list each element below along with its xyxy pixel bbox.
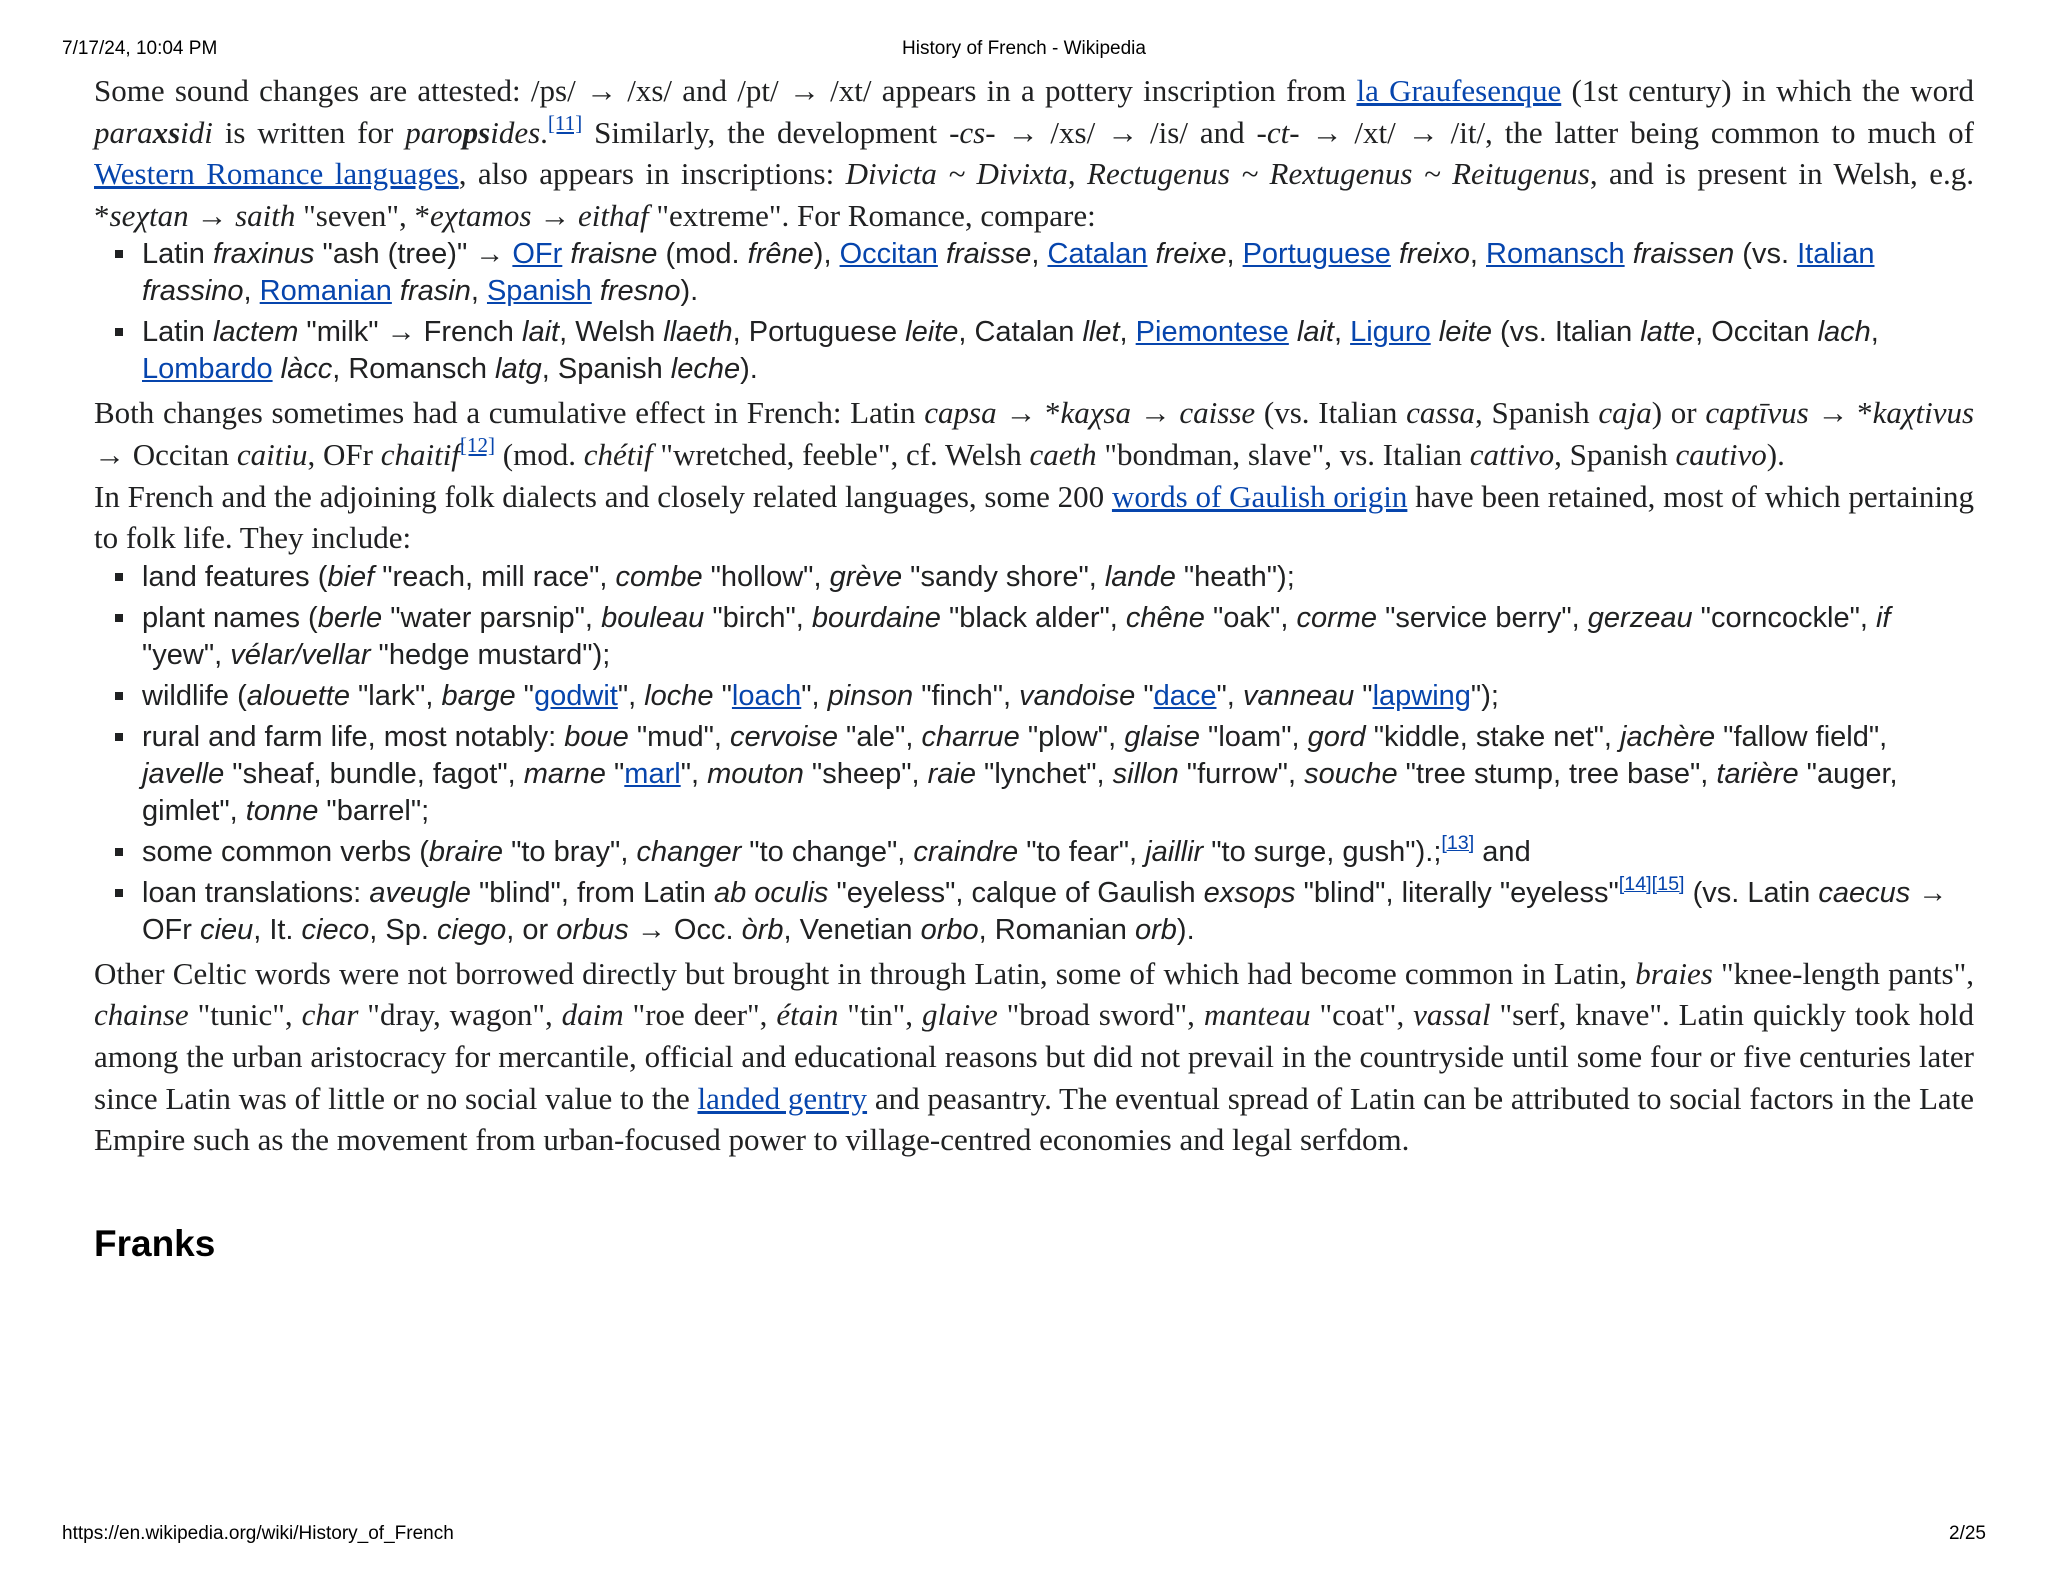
text: (1st century) in which the word xyxy=(1561,73,1974,108)
list-item-loan-translations: loan translations: aveugle "blind", from Latin ab oculis "eyeless", calque of Gaulish exsops "blind", literally "eyeless"[14][15] (vs. Latin caecus → OFr cieu, It. cieco, Sp. ciego, or orbus → Occ. òrb, Venetian orbo, Romanian orb). xyxy=(142,875,1974,949)
list-gaulish-categories xyxy=(94,559,1974,949)
print-page-number: 2/25 xyxy=(1949,1523,1986,1544)
text: → /xs/ → /is/ and xyxy=(995,114,1257,150)
text: → xyxy=(531,197,578,233)
link-lombardo[interactable]: Lombardo xyxy=(142,353,273,386)
term: Rectugenus ~ Rextugenus ~ Reitugenus xyxy=(1087,156,1590,192)
ref-13[interactable]: [13] xyxy=(1441,831,1475,854)
link-romanian[interactable]: Romanian xyxy=(259,275,392,308)
link-occitan[interactable]: Occitan xyxy=(839,238,938,271)
link-portuguese[interactable]: Portuguese xyxy=(1242,238,1391,271)
link-western-romance-languages[interactable]: Western Romance languages xyxy=(94,156,459,192)
list-item-common-verbs: some common verbs (braire "to bray", changer "to change", craindre "to fear", jaillir "to surge, gush").;[13] and xyxy=(142,834,1974,871)
list-item-lactem: Latin lactem "milk" → French lait, Welsh llaeth, Portuguese leite, Catalan llet, Piemontese lait, Liguro leite (vs. Italian latte, Occitan lach, Lombardo làcc, Romansch latg, Spanish leche). xyxy=(142,314,1974,388)
list-item-fraxinus: Latin fraxinus "ash (tree)" → OFr fraisne (mod. frêne), Occitan fraisse, Catalan freixe, Portuguese freixo, Romansch fraissen (vs. Italian frassino, Romanian frasin, Spanish fresno). xyxy=(142,236,1974,310)
text: → /xt/ → /it/, the latter being common to much of xyxy=(1299,114,1974,150)
link-lapwing[interactable]: lapwing xyxy=(1372,679,1471,712)
text: , xyxy=(1067,156,1088,192)
link-godwit[interactable]: godwit xyxy=(533,679,618,712)
link-ofr[interactable]: OFr xyxy=(512,238,563,271)
link-dace[interactable]: dace xyxy=(1153,679,1217,712)
text: , and is present in Welsh, e.g. * xyxy=(94,156,1974,233)
term: saith xyxy=(235,197,296,233)
print-datetime: 7/17/24, 10:04 PM xyxy=(62,38,218,59)
article-content xyxy=(94,70,1974,1265)
text: "extreme". For Romance, compare: xyxy=(648,197,1096,233)
list-item-wildlife: wildlife (alouette "lark", barge "godwit", loche "loach", pinson "finch", vandoise "dace", vanneau "lapwing"); xyxy=(142,678,1974,715)
link-liguro[interactable]: Liguro xyxy=(1350,316,1431,349)
text: "seven", * xyxy=(295,197,431,233)
term: -cs- xyxy=(949,114,996,150)
link-catalan[interactable]: Catalan xyxy=(1047,238,1148,271)
term: seχtan xyxy=(109,197,189,233)
paragraph-cumulative-effect: Both changes sometimes had a cumulative effect in French: Latin capsa → *kaχsa → caisse (vs. Italian cassa, Spanish caja) or captīvus → *kaχtivus → Occitan caitiu, OFr chaitif[12] (mod. chétif "wretched, feeble", cf. Welsh caeth "bondman, slave", vs. Italian cattivo, Spanish cautivo). xyxy=(94,395,1975,472)
section-heading-franks: Franks xyxy=(94,1222,216,1264)
ref-14[interactable]: [14] xyxy=(1618,872,1652,895)
link-la-graufesenque[interactable]: la Graufesenque xyxy=(1356,73,1562,108)
list-item-land-features: land features (bief "reach, mill race", combe "hollow", grève "sandy shore", lande "heath"); xyxy=(142,559,1974,596)
text: , also appears in inscriptions: xyxy=(458,156,846,192)
link-loach[interactable]: loach xyxy=(731,679,802,712)
term: -ct- xyxy=(1256,114,1300,150)
ref-11[interactable]: [11] xyxy=(547,110,583,135)
link-landed-gentry[interactable]: landed gentry xyxy=(697,1080,868,1116)
text: Similarly, the development xyxy=(582,114,950,150)
term: Divicta ~ Divixta xyxy=(845,156,1068,192)
term-paraxsidi: paraxsidi xyxy=(94,114,213,150)
print-url: https://en.wikipedia.org/wiki/History_of_French xyxy=(62,1523,454,1544)
link-words-of-gaulish-origin[interactable]: words of Gaulish origin xyxy=(1111,478,1408,514)
term: eithaf xyxy=(578,197,649,233)
link-piemontese[interactable]: Piemontese xyxy=(1135,316,1289,349)
text: Some sound changes are attested: /ps/ → /xs/ and /pt/ → /xt/ appears in a pottery inscription from xyxy=(94,73,1357,108)
ref-15[interactable]: [15] xyxy=(1651,872,1685,895)
text: . xyxy=(540,114,548,150)
ref-12[interactable]: [12] xyxy=(459,432,496,457)
link-romansch[interactable]: Romansch xyxy=(1486,238,1625,271)
paragraph-latin-borrowings: Other Celtic words were not borrowed directly but brought in through Latin, some of which had become common in Latin, braies "knee-length pants", chainse "tunic", char "dray, wagon", daim "roe deer", étain "tin", glaive "broad sword", manteau "coat", vassal "serf, knave". Latin quickly took hold among the urban aristocracy for mercantile, official and educational reasons but did not prevail in the countryside until some four or five centuries later since Latin was of little or no social value to the landed gentry and peasantry. The eventual spread of Latin can be attributed to social factors in the Late Empire such as the movement from urban-focused power to village-centred economies and legal serfdom. xyxy=(94,955,1975,1158)
link-marl[interactable]: marl xyxy=(624,757,681,790)
list-romance-comparisons xyxy=(94,236,1974,388)
link-italian[interactable]: Italian xyxy=(1797,238,1875,271)
paragraph-sound-changes xyxy=(94,70,1974,236)
list-item-plant-names: plant names (berle "water parsnip", bouleau "birch", bourdaine "black alder", chêne "oak", corme "service berry", gerzeau "corncockle", if "yew", vélar/vellar "hedge mustard"); xyxy=(142,600,1974,674)
print-title: History of French - Wikipedia xyxy=(902,38,1146,59)
text: → xyxy=(188,197,236,233)
paragraph-gaulish-words: In French and the adjoining folk dialects and closely related languages, some 200 words of Gaulish origin have been retained, most of which pertaining to folk life. They include: xyxy=(94,478,1975,556)
link-spanish[interactable]: Spanish xyxy=(486,275,592,308)
list-item-rural-farm-life: rural and farm life, most notably: boue "mud", cervoise "ale", charrue "plow", glaise "loam", gord "kiddle, stake net", jachère "fallow field", javelle "sheaf, bundle, fagot", marne "marl", mouton "sheep", raie "lynchet", sillon "furrow", souche "tree stump, tree base", tarière "auger, gimlet", tonne "barrel"; xyxy=(142,719,1974,830)
term-paropsides: paropsides xyxy=(405,114,541,150)
term: eχtamos xyxy=(430,197,532,233)
text: is written for xyxy=(212,114,406,150)
